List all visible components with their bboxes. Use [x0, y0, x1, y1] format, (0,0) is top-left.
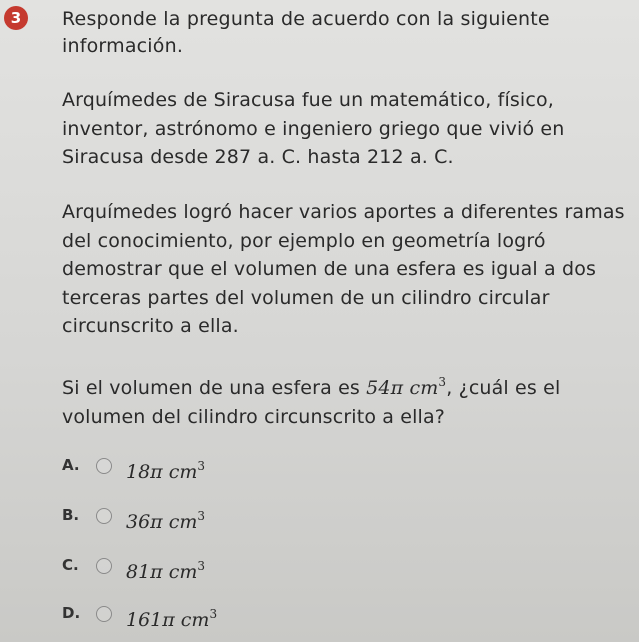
option-letter: A. [62, 456, 80, 474]
option-a[interactable] [62, 452, 362, 482]
question-text [62, 368, 627, 431]
question-text-before: Si el volumen de una esfera es [62, 377, 367, 399]
option-b[interactable] [62, 502, 362, 532]
radio-icon[interactable] [96, 458, 112, 474]
option-value: 36π $cm^3$ [126, 509, 206, 533]
option-c[interactable] [62, 552, 362, 582]
option-d[interactable] [62, 600, 362, 630]
question-text-after: , ¿cuál es el volumen del cilindro circunscrito a ella? [62, 377, 561, 428]
question-instruction: Responde la pregunta de acuerdo con la siguiente información. [62, 8, 550, 57]
option-letter: C. [62, 556, 79, 574]
radio-icon[interactable] [96, 558, 112, 574]
option-value: 18π $cm^3$ [126, 459, 206, 483]
option-value: 81π $cm^3$ [126, 559, 206, 583]
option-letter: D. [62, 604, 81, 622]
question-number-badge: 3 [4, 6, 28, 30]
option-letter: B. [62, 506, 80, 524]
radio-icon[interactable] [96, 606, 112, 622]
option-value: 161π $cm^3$ [126, 607, 218, 631]
paragraph-contribution: Arquímedes logró hacer varios aportes a diferentes ramas del conocimiento, por ejemplo en geometría logró demostrar que el volumen de una esfera es igual a dos terceras partes del volumen de un cilindro circular circunscrito a ella. [62, 201, 625, 337]
paragraph-biography: Arquímedes de Siracusa fue un matemático, físico, inventor, astrónomo e ingeniero griego que vivió en Siracusa desde 287 a. C. hasta 212 a. C. [62, 89, 565, 168]
radio-icon[interactable] [96, 508, 112, 524]
sphere-volume-value: 54π $cm^3$ [366, 375, 447, 399]
